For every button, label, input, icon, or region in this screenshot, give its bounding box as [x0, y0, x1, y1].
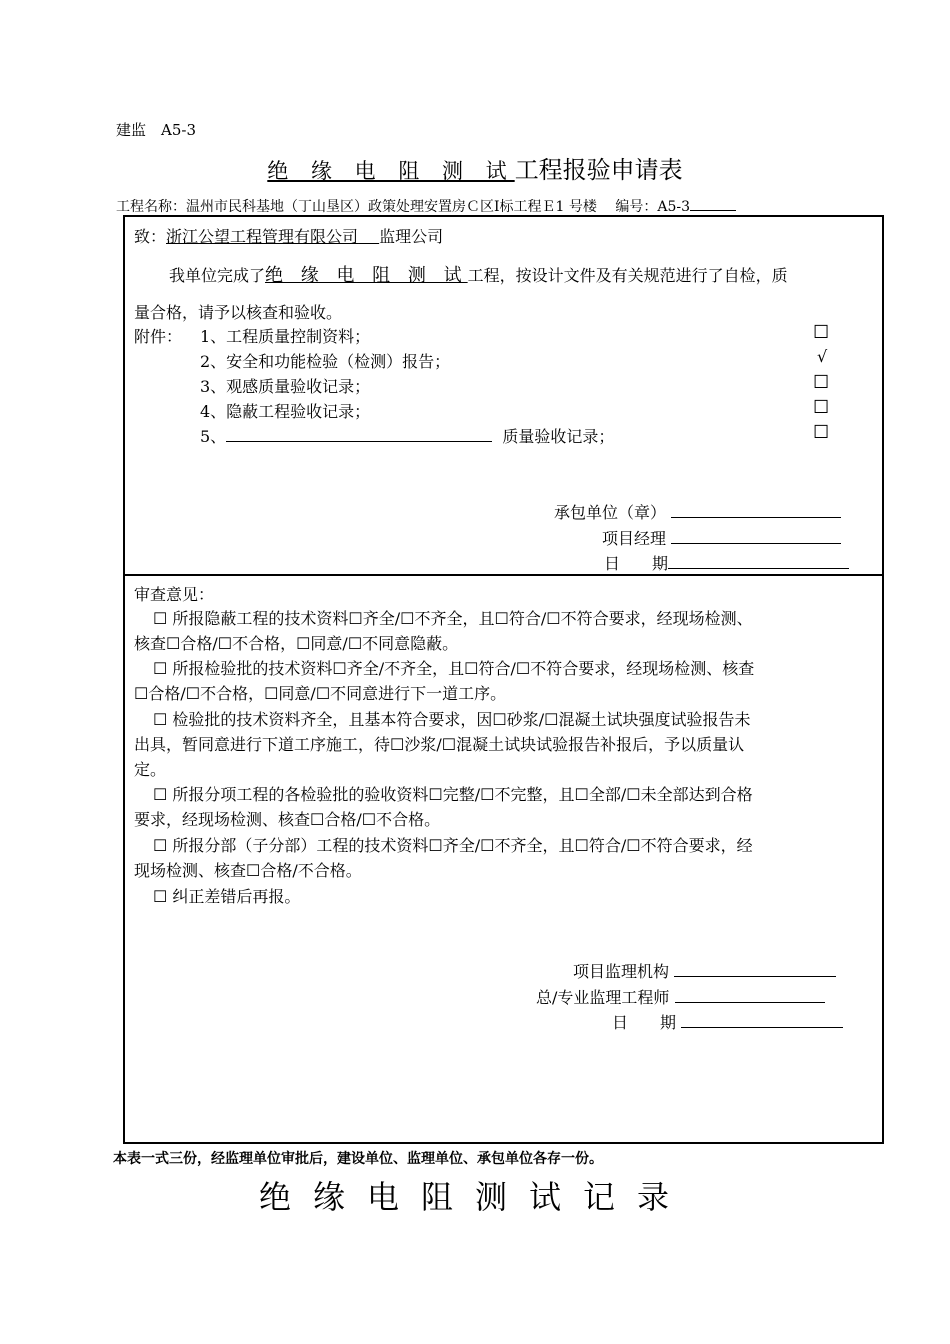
- review-option-test-report-cont2: 定。: [134, 760, 167, 779]
- application-section: [123, 215, 884, 576]
- contractor-blank[interactable]: [671, 501, 841, 518]
- pm-blank[interactable]: [671, 527, 841, 544]
- attachment-5-checkbox[interactable]: ☐: [813, 422, 830, 443]
- supervisor-company: 浙江公望工程管理有限公司: [166, 227, 359, 246]
- form-title: [0, 150, 950, 185]
- engineer-signature-line: [536, 985, 825, 1008]
- review-section: [123, 574, 884, 1144]
- review-option-hidden-works-cont: 核查☐合格/☐不合格，☐同意/☐不同意隐蔽。: [134, 634, 459, 653]
- attachment-item-4: 4、隐蔽工程验收记录；: [200, 402, 371, 421]
- engineer-label: 总/专业监理工程师: [536, 988, 670, 1007]
- attachment-item-5: 5、 质量验收记录；: [200, 427, 615, 446]
- project-info-line: [116, 196, 736, 216]
- supervision-org-blank[interactable]: [674, 960, 836, 977]
- application-body-line2: 量合格，请予以核查和验收。: [134, 303, 343, 322]
- attachment-5-blank[interactable]: [226, 425, 492, 442]
- application-date-label: 日 期: [604, 554, 669, 573]
- copies-note: 本表一式三份，经监理单位审批后，建设单位、监理单位、承包单位各存一份。: [113, 1151, 603, 1167]
- attachments-label: 附件：: [134, 327, 183, 346]
- review-date-line: [612, 1010, 843, 1033]
- application-date-line: [604, 551, 849, 574]
- engineer-blank[interactable]: [675, 986, 825, 1003]
- contractor-label: 承包单位（章）: [554, 503, 667, 522]
- attachment-item-2: 2、安全和功能检验（检测）报告；: [200, 352, 451, 371]
- review-heading: 审查意见：: [134, 585, 215, 604]
- project-name: 工程名称：温州市民科基地（丁山垦区）政策处理安置房Ｃ区Ⅰ标工程Ｅ1 号楼 编号：A5-3: [116, 199, 690, 215]
- body-work-item: 绝 缘 电 阻 测 试: [265, 265, 468, 286]
- review-option-inspection-lot: ☐ 所报检验批的技术资料☐齐全/不齐全，且☐符合/☐不符合要求，经现场检测、核查: [153, 659, 755, 678]
- attachment-item-3: 3、观感质量验收记录；: [200, 377, 371, 396]
- review-option-test-report-cont1: 出具，暂同意进行下道工序施工，待☐沙浆/☐混凝土试块试验报告补报后，予以质量认: [134, 735, 745, 754]
- review-option-correct-resubmit: ☐ 纠正差错后再报。: [153, 887, 301, 906]
- review-option-inspection-lot-cont: ☐合格/☐不合格，☐同意/☐不同意进行下一道工序。: [134, 684, 507, 703]
- addressee-line: [134, 224, 443, 247]
- attachment-3-checkbox[interactable]: ☐: [813, 372, 830, 393]
- review-option-test-report: ☐ 检验批的技术资料齐全，且基本符合要求，因☐砂浆/☐混凝土试块强度试验报告未: [153, 710, 751, 729]
- title-suffix: 工程报验申请表: [514, 156, 683, 184]
- to-label: 致：: [134, 227, 167, 246]
- review-option-subdivision: ☐ 所报分部（子分部）工程的技术资料☐齐全/☐不齐全，且☐符合/☐不符合要求，经: [153, 836, 753, 855]
- attachment-4-checkbox[interactable]: ☐: [813, 397, 830, 418]
- contractor-signature-line: [554, 500, 841, 523]
- title-work-item: 绝 缘 电 阻 测 试: [267, 159, 515, 183]
- review-option-hidden-works: ☐ 所报隐蔽工程的技术资料☐齐全/☐不齐全，且☐符合/☐不符合要求，经现场检测、: [153, 609, 753, 628]
- record-title: 绝缘电阻测试记录: [258, 1178, 691, 1216]
- supervision-org-line: [573, 959, 836, 982]
- attachment-2-checkmark[interactable]: √: [817, 347, 828, 366]
- review-option-subitem-cont: 要求，经现场检测、核查☐合格/☐不合格。: [134, 810, 441, 829]
- review-date-label: 日 期: [612, 1013, 677, 1032]
- review-date-blank[interactable]: [681, 1011, 843, 1028]
- pm-signature-line: [602, 526, 841, 549]
- supervisor-suffix: 监理公司: [379, 227, 444, 246]
- number-blank: [690, 198, 736, 211]
- review-option-subdivision-cont: 现场检测、核查☐合格/不合格。: [134, 861, 362, 880]
- attachment-1-checkbox[interactable]: ☐: [813, 322, 830, 343]
- attachment-item-1: 1、工程质量控制资料；: [200, 327, 371, 346]
- document-code: 建监 A5-3: [116, 121, 196, 139]
- supervision-org-label: 项目监理机构: [573, 962, 670, 981]
- pm-label: 项目经理: [602, 529, 667, 548]
- application-date-blank[interactable]: [668, 552, 849, 569]
- review-option-subitem: ☐ 所报分项工程的各检验批的验收资料☐完整/☐不完整，且☐全部/☐未全部达到合格: [153, 785, 753, 804]
- application-body-line1: 我单位完成了绝 缘 电 阻 测 试工程，按设计文件及有关规范进行了自检，质: [169, 265, 788, 286]
